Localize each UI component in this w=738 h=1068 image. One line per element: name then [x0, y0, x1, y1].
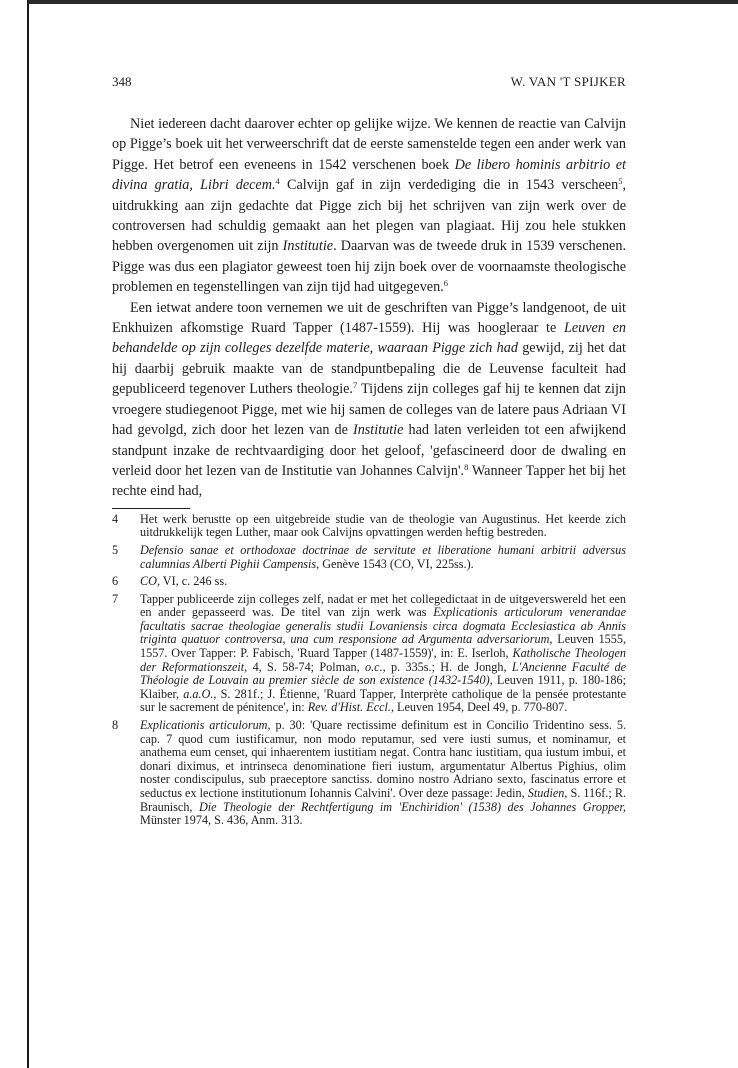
text-run: Tijdens zijn colleges gaf hij te kennen dat zijn vroegere studiegenoot Pigge, met wie hij samen de colleges van de latere paus Adriaan VI had gevolgd, zich door het lezen van de — [112, 381, 626, 439]
footnote-ref: 7 — [352, 380, 358, 391]
italic-text: a.a.O., — [183, 686, 217, 701]
running-head-author: W. VAN 'T SPIJKER — [510, 74, 626, 89]
footnotes — [112, 513, 626, 828]
paragraph — [112, 298, 626, 502]
running-head — [112, 74, 626, 96]
italic-text: Studien, — [527, 786, 568, 800]
italic-text: Rev. d'Hist. Eccl., — [307, 700, 394, 715]
book-page — [112, 74, 626, 832]
footnote-number: 8 — [112, 718, 119, 733]
italic-text: Defensio sanae et orthodoxae doctrinae de servitute et liberatione humani arbitrii adversus calumnias Alberti Pighii Campensis, — [140, 542, 626, 571]
paragraph — [112, 114, 626, 298]
text-run: . Daarvan was de tweede druk in 1539 verschenen. Pigge was dus een plagiator geweest toen hij zijn boek over de voornaamste theologische problemen en tegenstellingen van zijn tijd had uitgegeven. — [112, 238, 626, 296]
text-run: Niet iedereen dacht daarover echter op gelijke wijze. We kennen de reactie van Calvijn op Pigge’s boek uit het verweerschrift dat de eerste samenstelde tegen een ander werk van Pigge. Het betrof een eveneens in 1542 verschenen boek — [112, 116, 626, 173]
text-run: Het werk berustte op een uitgebreide studie van de theologie van Augustinus. Het keerde zich uitdrukkelijk tegen Luther, maar ook Calvijns opvattingen werden heftig bestreden. — [140, 511, 626, 540]
text-run: , uitdrukking aan zijn gedachte dat Pigge zich bij het schrijven van zijn werk over de controversen had schuldig gemaakt aan het plegen van plagiaat. Hij zou hele stukken hebben overgenomen uit zijn — [112, 177, 626, 255]
italic-text: Institutie — [352, 422, 404, 439]
text-run: p. 335s.; H. de Jongh, — [385, 659, 512, 674]
italic-text: De libero hominis arbitrio et divina gratia, Libri decem. — [112, 156, 626, 194]
page-number: 348 — [112, 74, 132, 89]
scan-left-edge — [0, 0, 28, 1068]
footnote-rule — [112, 508, 190, 509]
footnote-text — [140, 574, 227, 588]
footnote-number: 4 — [112, 511, 119, 526]
footnote-number: 6 — [112, 574, 119, 589]
footnote-text — [140, 592, 626, 715]
footnote — [112, 593, 626, 715]
text-run: Leuven 1911, p. 180-186; Klaiber, — [140, 673, 626, 701]
text-run: Münster 1974, S. 436, Anm. 313. — [140, 813, 303, 828]
text-run: Wanneer Tapper het bij het rechte eind had, — [112, 462, 626, 500]
italic-text: o.c., — [365, 659, 386, 674]
footnote-text — [140, 718, 626, 827]
text-run: S. 116f.; R. Braunisch, — [140, 786, 626, 814]
text-run: had laten verleiden tot een afwijkend standpunt inzake de rechtvaardiging door het geloof, 'gefascineerd door de dwaling en verleid door het lezen van de Institutie van Johannes Calvijn'. — [112, 422, 626, 479]
footnote-ref: 6 — [443, 278, 448, 289]
footnote-ref: 5 — [618, 176, 623, 187]
text-run: p. 30: 'Quare rectissime definitum est in Concilio Tridentino sess. 5. cap. 7 quod cum iustificamur, non modo reputamur, sed vere iusti sumus, et nominamur, et anathema eum censet, qui inhaerentem iustitiam negat. Contra hanc iustitiam, qua iustum imbui, et donari diximus, et intrinseca denominatione fieri iustum, argumentatur Albertus Pighius, olim noster condiscipulus, sub praeceptore sanctiss. domino nostro Adriano sexto, fascinatus errore et seductus ex lectione institutionum Iohannis Calvini'. Over deze passage: Jedin, — [140, 718, 626, 800]
text-run: Leuven 1954, Deel 49, p. 770-807. — [394, 700, 568, 715]
text-run: S. 281f.; J. Étienne, 'Ruard Tapper, Interprète catholique de la pensée protestante sur le sacrement de pénitence', in: — [140, 686, 626, 715]
italic-text: Institutie — [282, 238, 334, 255]
text-run: gewijd, zij het dat hij daarbij gebruik maakte van de standpuntbepaling die de Leuvense faculteit had gepubliceerd tegenover Luthers theologie. — [112, 340, 626, 398]
text-run: Genève 1543 (CO, VI, 225ss.). — [319, 556, 474, 571]
footnote — [112, 719, 626, 828]
italic-text: Explicationis articulorum venerandae facultatis sacrae theologiae generalis studii Lovaniensis circa dogmata Ecclesiastica ab Annis triginta quatuor controversa, una cum responsione ad Argumenta adversariorum, — [140, 605, 626, 647]
footnote-text — [140, 512, 626, 540]
footnote-number: 5 — [112, 542, 119, 557]
footnote — [112, 544, 626, 571]
text-run: 4, S. 58-74; Polman, — [247, 659, 366, 674]
italic-text: CO — [140, 574, 157, 589]
footnote-number: 7 — [112, 591, 119, 606]
italic-text: L'Ancienne Faculté de Théologie de Louvain au premier siècle de son existence (1432-1540), — [140, 659, 626, 688]
italic-text: Leuven en behandelde op zijn colleges dezelfde materie, waaraan Pigge zich had — [112, 320, 626, 357]
footnote — [112, 575, 626, 589]
footnote-ref: 4 — [275, 176, 280, 187]
footnote-ref: 8 — [464, 461, 469, 472]
text-run: , VI, c. 246 ss. — [156, 574, 228, 589]
footnote-text — [140, 543, 626, 571]
body-text — [112, 114, 626, 502]
text-run: Een ietwat andere toon vernemen we uit de geschriften van Pigge’s landgenoot, de uit Enkhuizen afkomstige Ruard Tapper (1487-1559). Hij was hoogleraar te — [112, 299, 626, 337]
footnote — [112, 513, 626, 540]
italic-text: Die Theologie der Rechtfertigung im 'Enchiridion' (1538) des Johannes Gropper, — [198, 799, 626, 814]
text-run: Leuven 1555, 1557. Over Tapper: P. Fabisch, 'Ruard Tapper (1487-1559)', in: E. Iserloh, — [140, 632, 627, 661]
text-run: Tapper publiceerde zijn colleges zelf, nadat er met het collegedictaat in de uitgeverswereld het een en ander gepasseerd was. De titel van zijn werk was — [140, 591, 626, 620]
scan-top-edge — [28, 0, 738, 4]
text-run: Calvijn gaf in zijn verdediging die in 1543 verscheen — [279, 177, 619, 194]
italic-text: Explicationis articulorum, — [140, 718, 271, 733]
italic-text: Katholische Theologen der Reformationszeit, — [140, 646, 626, 674]
